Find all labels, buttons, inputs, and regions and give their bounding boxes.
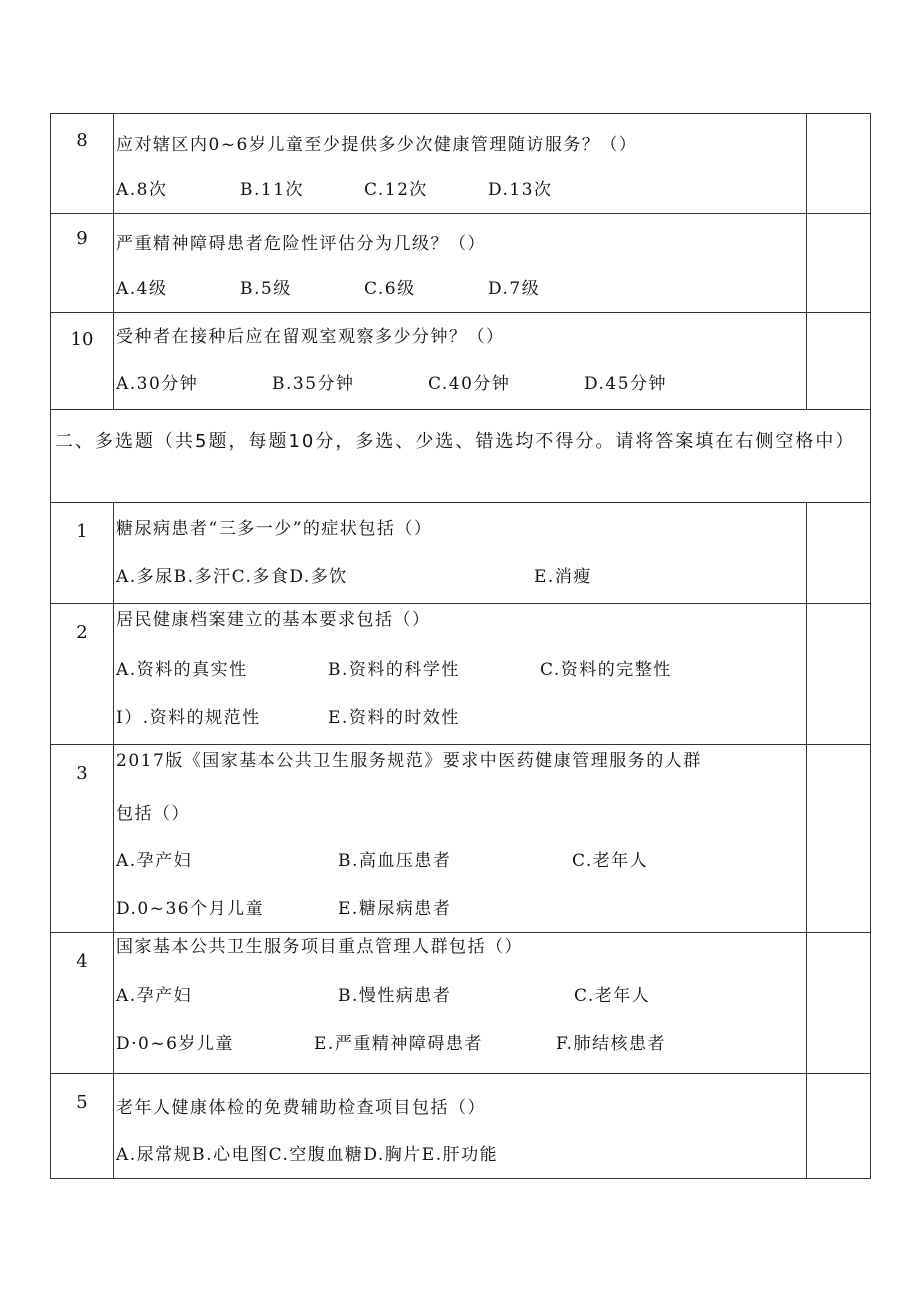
question-number: 2 — [51, 604, 114, 745]
option-b: B.5级 — [240, 279, 292, 299]
answer-cell[interactable] — [807, 313, 871, 410]
question-text: 居民健康档案建立的基本要求包括（） — [116, 610, 431, 630]
option-f: F.肺结核患者 — [556, 1034, 667, 1054]
question-text: 受种者在接种后应在留观室观察多少分钟？（） — [116, 327, 505, 347]
question-text: 应对辖区内0~6岁儿童至少提供多少次健康管理随访服务？（） — [116, 135, 638, 155]
option-b: B.慢性病患者 — [338, 986, 452, 1006]
option-line — [116, 168, 806, 213]
answer-cell[interactable] — [807, 933, 871, 1074]
option-d: D.0~36个月儿童 — [116, 899, 265, 919]
option-e: E.消瘦 — [534, 567, 592, 587]
option-e: E.严重精神障碍患者 — [314, 1034, 483, 1054]
question-text: 严重精神障碍患者危险性评估分为几级？（） — [116, 234, 486, 254]
option-e: E.资料的时效性 — [328, 708, 460, 728]
option-b: B.资料的科学性 — [328, 660, 460, 680]
answer-cell[interactable] — [807, 604, 871, 745]
question-text: 国家基本公共卫生服务项目重点管理人群包括（） — [116, 937, 523, 957]
question-row — [51, 503, 871, 604]
option-line — [116, 267, 806, 312]
option-c: C.老年人 — [574, 986, 651, 1006]
exam-sheet — [50, 113, 870, 1179]
question-row — [51, 114, 871, 214]
option-a: A.孕产妇 — [116, 986, 193, 1006]
option-a: A.4级 — [116, 279, 168, 299]
question-cell — [114, 1074, 807, 1179]
option-d: D.45分钟 — [584, 374, 668, 394]
section-title: 二、多选题（共5题，每题10分，多选、少选、错选均不得分。请将答案填在右侧空格中） — [51, 410, 871, 503]
option-c: C.40分钟 — [428, 374, 511, 394]
option-c: C.6级 — [364, 279, 416, 299]
question-cell — [114, 503, 807, 604]
question-text: 老年人健康体检的免费辅助检查项目包括（） — [116, 1098, 486, 1118]
option-d: I）.资料的规范性 — [116, 708, 261, 728]
question-row — [51, 1074, 871, 1179]
question-cell — [114, 745, 807, 933]
question-cell — [114, 114, 807, 214]
option-b: B.高血压患者 — [338, 851, 452, 871]
answer-cell[interactable] — [807, 114, 871, 214]
question-cell — [114, 214, 807, 313]
option-line — [116, 1022, 806, 1067]
option-c: C.老年人 — [572, 851, 649, 871]
question-row — [51, 933, 871, 1074]
question-number: 9 — [51, 214, 114, 313]
question-table — [50, 113, 871, 1179]
question-cell — [114, 933, 807, 1074]
answer-cell[interactable] — [807, 503, 871, 604]
question-text: 糖尿病患者“三多一少”的症状包括（） — [116, 519, 433, 539]
answer-cell[interactable] — [807, 214, 871, 313]
question-cell — [114, 604, 807, 745]
option-line — [116, 696, 806, 741]
question-number: 10 — [51, 313, 114, 410]
question-number: 3 — [51, 745, 114, 933]
question-number: 1 — [51, 503, 114, 604]
question-row — [51, 604, 871, 745]
option-line — [116, 555, 806, 600]
option-e: E.糖尿病患者 — [338, 899, 452, 919]
option-d: D.7级 — [488, 279, 541, 299]
section-row — [51, 410, 871, 503]
option-c: C.12次 — [364, 180, 428, 200]
option-line — [116, 974, 806, 1019]
option-a: A.8次 — [116, 180, 168, 200]
question-row — [51, 214, 871, 313]
question-number: 4 — [51, 933, 114, 1074]
question-row — [51, 745, 871, 933]
question-number: 8 — [51, 114, 114, 214]
option-a: A.孕产妇 — [116, 851, 193, 871]
option-line — [116, 839, 806, 884]
option-c: C.资料的完整性 — [540, 660, 672, 680]
question-row — [51, 313, 871, 410]
option-line: A.尿常规B.心电图C.空腹血糖D.胸片E.肝功能 — [116, 1145, 499, 1165]
question-text-line2: 包括（） — [116, 804, 190, 824]
option-d: D·0~6岁儿童 — [116, 1034, 234, 1054]
option-a: A.资料的真实性 — [116, 660, 248, 680]
option-d: D.13次 — [488, 180, 553, 200]
option-abcd: A.多尿B.多汗C.多食D.多饮 — [116, 567, 348, 587]
question-cell — [114, 313, 807, 410]
option-b: B.11次 — [240, 180, 305, 200]
answer-cell[interactable] — [807, 1074, 871, 1179]
question-text-line1: 2017版《国家基本公共卫生服务规范》要求中医药健康管理服务的人群 — [116, 751, 702, 771]
option-b: B.35分钟 — [272, 374, 355, 394]
option-line — [116, 362, 806, 407]
option-line — [116, 648, 806, 693]
answer-cell[interactable] — [807, 745, 871, 933]
question-number: 5 — [51, 1074, 114, 1179]
option-a: A.30分钟 — [116, 374, 199, 394]
